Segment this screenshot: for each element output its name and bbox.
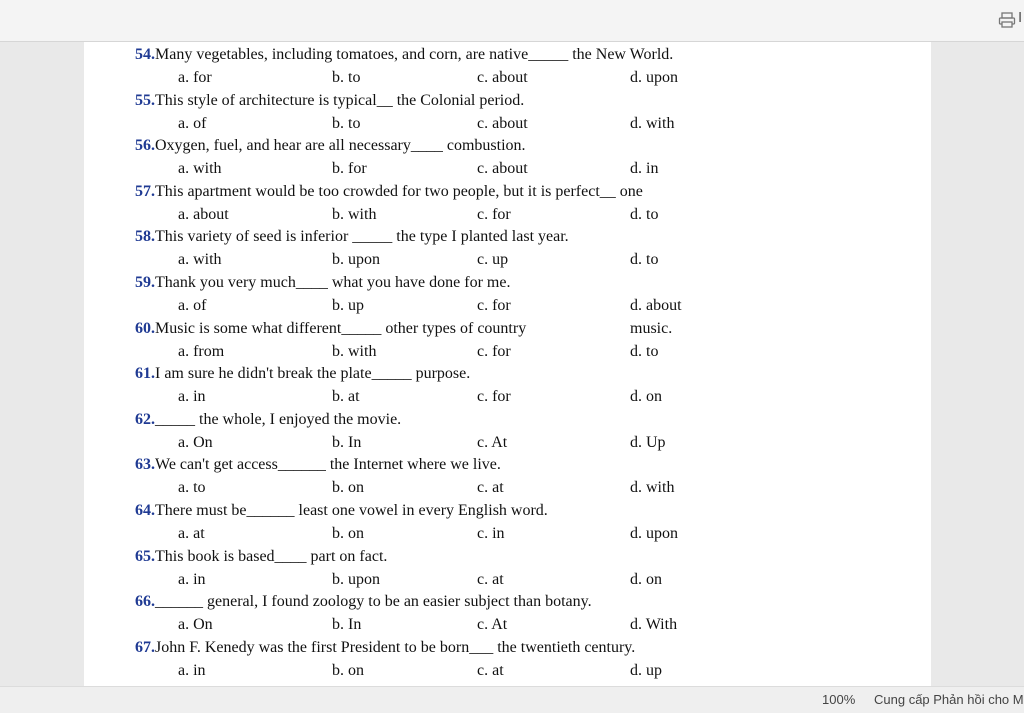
answer-option: c. at [477,661,504,679]
question-number: 64. [135,502,155,519]
answer-option: a. On [178,616,213,634]
answer-option: b. for [332,160,367,178]
answer-option: b. with [332,342,377,360]
answer-option: c. for [477,297,511,314]
question-text: _____ the whole, I enjoyed the movie. [155,410,402,428]
question-line [135,46,673,64]
answer-option: c. about [477,160,528,178]
answer-option: b. with [332,205,377,223]
answer-option: a. at [178,525,205,542]
answer-option: b. on [332,479,364,497]
question-text: This variety of seed is inferior _____ the type I planted last year. [155,228,569,246]
question-number: 58. [135,228,155,246]
question-line [135,593,592,611]
question-text: ______ general, I found zoology to be an easier subject than botany. [155,593,592,611]
answer-option: a. of [178,297,207,314]
question-line [135,548,387,566]
status-bar [0,686,1024,713]
answer-option: a. in [178,388,206,406]
answer-option: c. At [477,616,508,634]
question-line [135,639,635,657]
question-text: We can't get access______ the Internet where we live. [155,456,501,474]
answer-option: d. upon [630,69,678,86]
answer-option: b. at [332,388,360,406]
question-text: Many vegetables, including tomatoes, and corn, are native_____ the New World. [155,46,674,63]
answer-option: d. about [630,297,682,314]
question-line [135,456,501,474]
answer-option: a. to [178,479,206,497]
printer-icon[interactable] [998,11,1016,29]
answer-option: d. up [630,661,662,679]
question-number: 57. [135,182,155,200]
document-page [84,42,931,686]
answer-option: c. for [477,342,511,360]
answer-option: d. with [630,479,675,497]
question-line [135,183,643,201]
top-toolbar [0,0,1024,42]
answer-option: a. for [178,69,212,86]
answer-option: c. for [477,205,511,223]
answer-option: a. with [178,251,222,269]
answer-option: c. in [477,525,505,542]
answer-option: d. on [630,570,662,588]
question-text: Oxygen, fuel, and hear are all necessary____ combustion. [155,137,526,155]
zoom-level[interactable]: 100% [822,692,856,707]
answer-option: d. with [630,114,675,132]
answer-option: c. up [477,251,509,269]
answer-option: b. up [332,297,364,314]
question-number: 67. [135,638,155,656]
question-text-tail: music. [630,319,673,337]
question-number: 66. [135,593,155,611]
question-line [135,92,524,110]
question-text: Music is some what different_____ other types of country [155,319,527,337]
question-line [135,228,569,246]
question-text: There must be______ least one vowel in every English word. [155,502,548,519]
answer-option: b. on [332,661,364,679]
answer-option: c. for [477,388,511,406]
answer-option: a. of [178,114,207,132]
answer-option: b. In [332,616,362,634]
question-line [135,502,548,520]
question-line [135,274,510,292]
question-line [135,411,401,429]
question-number: 60. [135,319,155,337]
answer-option: d. to [630,342,659,360]
answer-option: c. At [477,433,508,451]
question-text: This apartment would be too crowded for two people, but it is perfect__ one [155,182,643,200]
answer-option: d. on [630,388,662,406]
answer-option: a. in [178,570,206,588]
question-text: I am sure he didn't break the plate_____ purpose. [155,365,471,383]
question-number: 54. [135,46,155,63]
answer-option: d. to [630,251,659,269]
answer-option: a. with [178,160,222,178]
question-number: 61. [135,365,155,383]
question-number: 62. [135,410,155,428]
question-line [135,365,470,383]
answer-option: a. in [178,661,206,679]
question-line [135,137,526,155]
question-text: This style of architecture is typical__ the Colonial period. [155,91,525,109]
answer-option: c. at [477,479,504,497]
question-number: 56. [135,137,155,155]
question-text: John F. Kenedy was the first President to be born___ the twentieth century. [155,638,636,656]
answer-option: c. about [477,69,528,86]
answer-option: b. upon [332,570,380,588]
answer-option: a. about [178,205,229,223]
question-number: 55. [135,91,155,109]
answer-option: b. In [332,433,362,451]
answer-option: d. With [630,616,678,634]
question-number: 59. [135,274,155,291]
question-line [135,320,526,338]
answer-option: b. to [332,69,361,86]
answer-option: b. upon [332,251,380,269]
answer-option: d. in [630,160,659,178]
question-number: 65. [135,547,155,565]
question-number: 63. [135,456,155,474]
answer-option: c. about [477,114,528,132]
question-text: Thank you very much____ what you have done for me. [155,274,511,291]
answer-option: b. to [332,114,361,132]
print-button-label[interactable]: I [1018,9,1023,26]
question-text: This book is based____ part on fact. [155,547,388,565]
answer-option: a. On [178,433,213,451]
answer-option: c. at [477,570,504,588]
answer-option: d. to [630,205,659,223]
feedback-link[interactable]: Cung cấp Phản hồi cho M [874,692,1024,707]
answer-option: d. upon [630,525,678,542]
answer-option: d. Up [630,433,666,451]
answer-option: a. from [178,342,225,360]
answer-option: b. on [332,525,364,542]
